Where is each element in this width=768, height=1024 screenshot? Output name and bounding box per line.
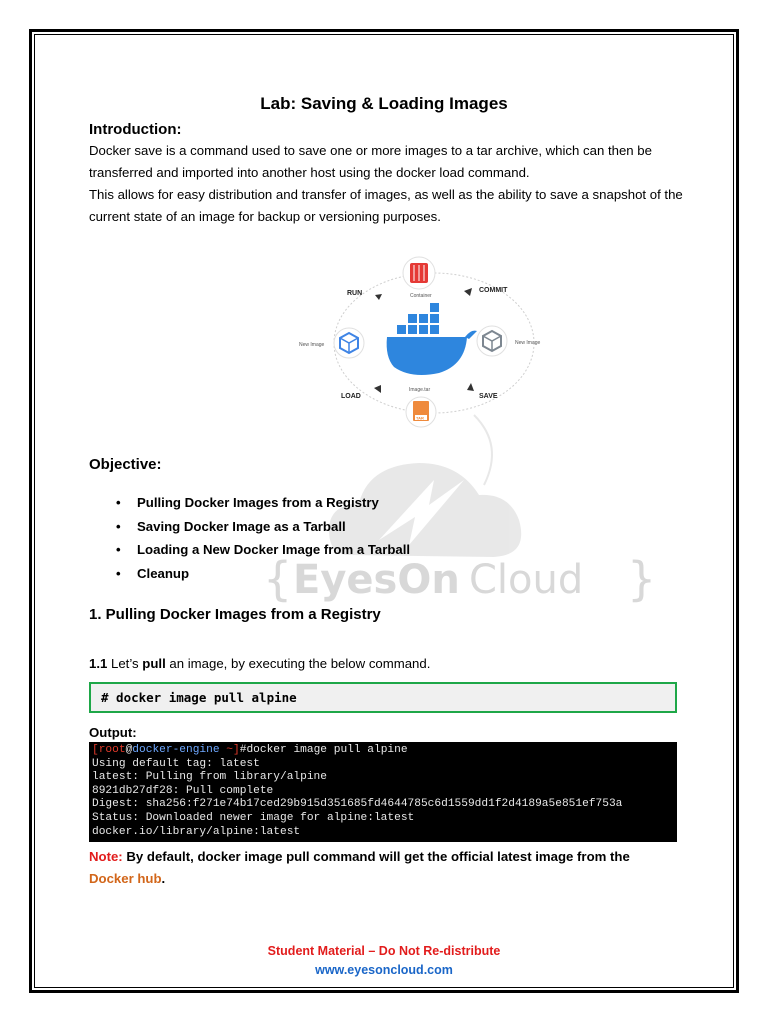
objective-heading: Objective: [89,456,162,473]
prompt-user: root [98,744,126,756]
arrow-commit-icon [464,288,472,296]
list-item [116,562,410,586]
list-item [116,491,410,515]
step-text-pre: Let’s [107,656,143,671]
terminal-line: Status: Downloaded newer image for alpine:latest [92,811,415,824]
watermark-brand-light: Cloud [469,557,584,603]
note-end: . [161,871,166,886]
docker-hub-link[interactable]: Docker hub [89,871,162,886]
prompt-at: @ [125,744,133,756]
label-load: LOAD [341,393,361,400]
introduction-paragraph-2: This allows for easy distribution and transfer of images, as well as the ability to save a snapshot of the current state of an image for backup or versioning purposes. [89,187,683,224]
step-text-post: an image, by executing the below command. [165,656,431,671]
terminal-line: docker.io/library/alpine:latest [92,825,301,838]
objective-list [116,491,410,585]
bullet: • [116,542,121,557]
new-image-left-icon [334,328,364,358]
terminal-line: latest: Pulling from library/alpine [92,771,327,784]
label-commit: COMMIT [479,287,508,294]
objective-item-label: Pulling Docker Images from a Registry [137,495,379,510]
list-item [116,515,410,539]
new-image-right-icon [477,326,507,356]
prompt-host: docker-engine [132,744,220,756]
objective-item-label: Saving Docker Image as a Tarball [137,518,346,534]
terminal-line: Using default tag: latest [92,757,260,770]
step-1-1 [89,656,430,671]
page-title: Lab: Saving & Loading Images [260,94,508,113]
terminal-line: Digest: sha256:f271e74b17ced29b915d351685fd4644785c6d1559dd1f2d4189a5e851ef753a [92,798,623,811]
arrow-run-icon [375,294,382,300]
objective-item-label: Loading a New Docker Image from a Tarball [137,542,411,557]
introduction-paragraph-1: Docker save is a command used to save one or more images to a tar archive, which can then be transferred and imported into another host using the docker load command. [89,143,652,180]
step-text-bold: pull [142,656,166,671]
terminal-output [89,742,677,842]
section-1-heading: 1. Pulling Docker Images from a Registry [89,606,381,623]
arrow-save-icon [467,383,474,391]
output-label: Output: [89,725,137,740]
prompt-bracket: [ [92,744,99,756]
label-save: SAVE [479,393,498,400]
label-container: Container [410,293,432,299]
step-number: 1.1 [89,656,108,671]
bullet: • [116,495,121,510]
label-run: RUN [347,290,363,297]
bullet: • [116,518,121,534]
watermark-brace-open: { [263,552,293,606]
tar-badge: TAR [416,415,424,421]
prompt-dir: ~] [219,744,240,756]
label-image-tar: Image.tar [409,387,431,393]
note-label: Note: [89,849,123,864]
terminal-command: #docker image pull alpine [239,744,408,756]
objective-item-label: Cleanup [137,565,190,581]
docker-whale-icon [387,303,477,375]
introduction-heading: Introduction: [89,121,182,138]
note [89,846,679,890]
label-new-image-left: New Image [299,342,325,348]
label-new-image-right: New Image [515,340,541,346]
command-box[interactable]: # docker image pull alpine [89,682,677,713]
container-icon [403,257,435,289]
footer-notice: Student Material – Do Not Re-distribute [267,944,501,958]
tar-file-icon [406,397,436,427]
watermark-brace-close: } [627,552,657,606]
watermark-brand-bold: EyesOn [293,557,460,603]
arrow-load-icon [374,385,381,393]
footer-website-link[interactable]: www.eyesoncloud.com [315,963,453,977]
page-footer [89,942,679,980]
list-item [116,538,410,562]
note-text: By default, docker image pull command will get the official latest image from the [122,849,630,864]
bullet: • [116,565,121,581]
docker-lifecycle-diagram [289,255,579,440]
terminal-line: 8921db27df28: Pull complete [92,784,274,797]
